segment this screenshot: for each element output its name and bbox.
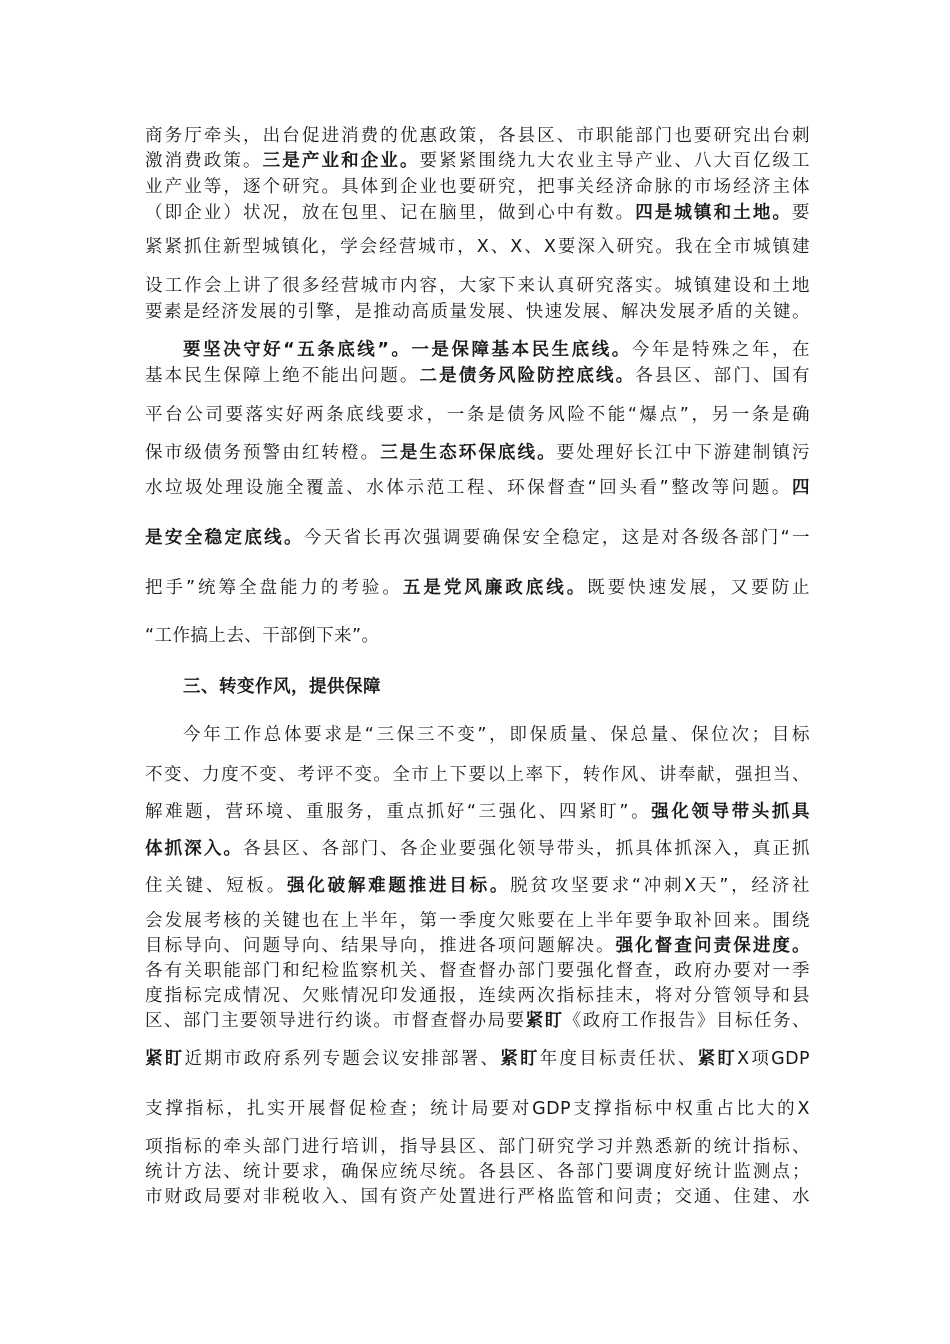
- text-line: [145, 1009, 810, 1033]
- text-run: 设工作会上讲了很多经营城市内容，大家下来认真研究落实。城镇建设和土地: [145, 276, 810, 296]
- text-run: 度指标完成情况、欠账情况印发通报，连续两次指标挂末，将对分管领导和县: [145, 986, 810, 1006]
- text-run: “工作搞上去、干部倒下来”。: [145, 626, 380, 646]
- bold-text-run: 强化领导带头抓具: [651, 802, 810, 822]
- text-run: 激消费政策。: [145, 151, 263, 171]
- text-line: [145, 403, 810, 427]
- text-run: 市财政局要对非税收入、国有资产处置进行严格监管和问责；交通、住建、水: [145, 1187, 810, 1207]
- text-run: 基本民生保障上绝不能出问题。: [145, 366, 420, 386]
- text-run: 要: [792, 203, 810, 223]
- text-run: X项GDP: [737, 1049, 811, 1069]
- text-run: 业产业等，逐个研究。具体到企业也要研究，把事关经济命脉的市场经济主体: [145, 177, 810, 197]
- text-line: [145, 300, 810, 324]
- text-line: [145, 959, 810, 983]
- text-line: [145, 526, 810, 550]
- bold-text-run: 要坚决守好“五条底线”。一是保障基本民生底线。: [183, 340, 632, 360]
- text-line: [145, 874, 810, 898]
- text-run: 既要快速发展，又要防止: [587, 578, 810, 598]
- text-run: 要素是经济发展的引擎，是推动高质量发展、快速发展、解决发展矛盾的关键。: [145, 302, 810, 322]
- text-run: 统计方法、统计要求，确保应统尽统。各县区、各部门要调度好统计监测点；: [145, 1162, 810, 1182]
- text-run: 今年是特殊之年，在: [631, 340, 810, 360]
- bold-text-run: 二是债务风险防控底线。: [419, 366, 636, 386]
- text-line: [145, 800, 810, 824]
- bold-text-run: 强化破解难题推进目标。: [287, 876, 511, 896]
- text-line: [145, 1160, 810, 1184]
- text-run: 会发展考核的关键也在上半年，第一季度欠账要在上半年要争取补回来。围绕: [145, 911, 810, 931]
- text-line: [145, 124, 810, 148]
- bold-text-run: 紧盯: [500, 1049, 540, 1069]
- text-line: [145, 934, 810, 958]
- text-run: 紧紧抓住新型城镇化，学会经营城市，X、X、X要深入研究。我在全市城镇建: [145, 237, 810, 257]
- text-run: 项指标的牵头部门进行培训，指导县区、部门研究学习并熟悉新的统计指标、: [145, 1137, 810, 1157]
- text-run: 今天省长再次强调要确保安全稳定，这是对各级各部门“一: [303, 528, 810, 548]
- text-line: [145, 909, 810, 933]
- text-run: 支撑指标，扎实开展督促检查；统计局要对GDP支撑指标中权重占比大的X: [145, 1099, 810, 1119]
- text-run: 住关键、短板。: [145, 876, 287, 896]
- text-run: 把手”统筹全盘能力的考验。: [145, 578, 403, 598]
- text-line: [145, 837, 810, 861]
- text-line: [145, 274, 810, 298]
- text-run: 商务厅牵头，出台促进消费的优惠政策，各县区、市职能部门也要研究出台刺: [145, 126, 810, 146]
- text-run: 保市级债务预警由红转橙。: [145, 443, 381, 463]
- text-line: [145, 984, 810, 1008]
- bold-text-run: 四: [792, 478, 810, 498]
- text-line: [145, 624, 810, 648]
- bold-text-run: 紧盯: [697, 1049, 738, 1069]
- text-line: [145, 1185, 810, 1209]
- text-line: [145, 235, 810, 259]
- text-run: 今年工作总体要求是“三保三不变”，即保质量、保总量、保位次；目标: [183, 725, 810, 745]
- text-line: [145, 476, 810, 500]
- text-run: 年度目标责任状、: [539, 1049, 698, 1069]
- text-line: [145, 576, 810, 600]
- text-line: [145, 149, 810, 173]
- text-run: 水垃圾处理设施全覆盖、水体示范工程、环保督查“回头看”整改等问题。: [145, 478, 793, 498]
- text-line: [183, 723, 810, 747]
- text-line: [145, 175, 810, 199]
- text-line: [145, 763, 810, 787]
- text-line: [145, 364, 810, 388]
- text-line: [145, 1097, 810, 1121]
- text-run: 解难题，营环境、重服务，重点抓好“三强化、四紧盯”。: [145, 802, 652, 822]
- text-run: 近期市政府系列专题会议安排部署、: [184, 1049, 501, 1069]
- text-run: 不变、力度不变、考评不变。全市上下要以上率下，转作风、讲奉献，强担当、: [145, 765, 810, 785]
- text-run: 各县区、各部门、各企业要强化领导带头，抓具体抓深入，真正抓: [243, 839, 810, 859]
- text-run: 各县区、部门、国有: [635, 366, 810, 386]
- text-run: 平台公司要落实好两条底线要求，一条是债务风险不能“爆点”，另一条是确: [145, 405, 810, 425]
- bold-text-run: 紧盯: [525, 1011, 564, 1031]
- bold-text-run: 五是党风廉政底线。: [402, 578, 588, 598]
- text-run: 脱贫攻坚要求“冲刺X天”，经济社: [510, 876, 810, 896]
- bold-text-run: 三是生态环保底线。: [380, 443, 557, 463]
- bold-text-run: 体抓深入。: [145, 839, 244, 859]
- text-line: [145, 441, 810, 465]
- text-run: 目标导向、问题导向、结果导向，推进各项问题解决。: [145, 936, 616, 956]
- text-run: （即企业）状况，放在包里、记在脑里，做到心中有数。: [145, 203, 636, 223]
- text-run: 区、部门主要领导进行约谈。市督查督办局要: [145, 1011, 526, 1031]
- bold-text-run: 紧盯: [145, 1049, 185, 1069]
- bold-text-run: 四是城镇和土地。: [635, 203, 793, 223]
- text-line: [145, 201, 810, 225]
- section-heading: 三、转变作风，提供保障: [183, 677, 381, 697]
- text-run: 《政府工作报告》目标任务、: [563, 1011, 810, 1031]
- bold-text-run: 三是产业和企业。: [262, 151, 420, 171]
- text-line: [145, 1047, 810, 1071]
- bold-text-run: 是安全稳定底线。: [145, 528, 304, 548]
- text-run: 要处理好长江中下游建制镇污: [556, 443, 810, 463]
- text-run: 要紧紧围绕九大农业主导产业、八大百亿级工: [419, 151, 811, 171]
- text-line: [183, 338, 810, 362]
- text-run: 各有关职能部门和纪检监察机关、督查督办部门要强化督查，政府办要对一季: [145, 961, 810, 981]
- text-line: [145, 1135, 810, 1159]
- bold-text-run: 强化督查问责保进度。: [615, 936, 810, 956]
